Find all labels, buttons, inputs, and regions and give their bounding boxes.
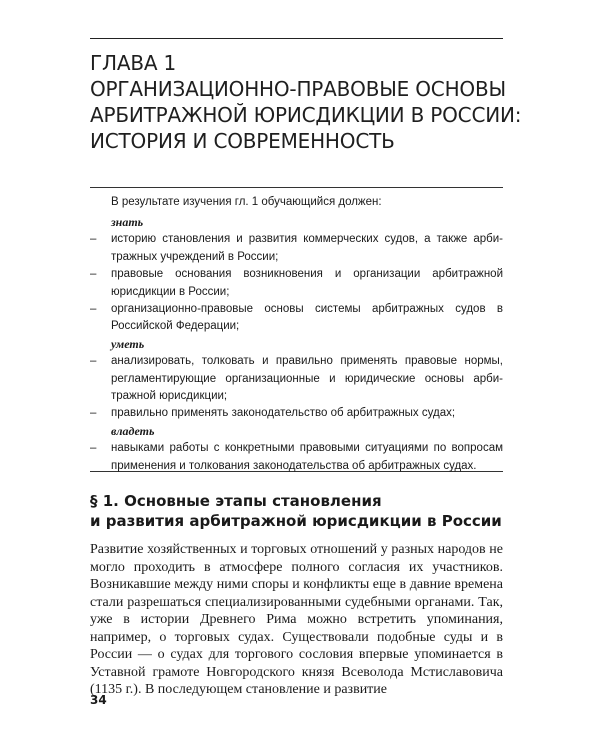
objective-item: – организационно-правовые основы системы арбитражных судов в Российской Федерации; bbox=[90, 303, 503, 333]
dash-bullet: – bbox=[90, 442, 97, 455]
chapter-title-line: ИСТОРИЯ И СОВРЕМЕННОСТЬ bbox=[90, 129, 395, 153]
chapter-label: ГЛАВА 1 bbox=[90, 51, 177, 75]
dash-bullet: – bbox=[90, 303, 97, 316]
dash-bullet: – bbox=[90, 407, 97, 420]
section-heading bbox=[90, 491, 510, 531]
objective-item: – историю становления и развития коммерческих судов, а также арбитражных учреждений в России; bbox=[90, 233, 503, 263]
section-title-line: § 1. Основные этапы становления bbox=[90, 492, 382, 510]
objective-heading-can: уметь bbox=[111, 336, 145, 351]
objective-heading-master: владеть bbox=[111, 423, 155, 438]
learning-objectives-box bbox=[90, 187, 503, 472]
objective-item: – правильно применять законодательство об арбитражных судах; bbox=[90, 405, 503, 422]
chapter-heading bbox=[90, 50, 522, 154]
objectives-intro: В результате изучения гл. 1 обучающийся должен: bbox=[111, 196, 382, 208]
objective-item: – правовые основания возникновения и организации арбитражной юрисдикции в России; bbox=[90, 268, 503, 298]
objective-item: – анализировать, толковать и правильно применять правовые нормы, регламентирующие организационные и юридические основы арбитражной юрисдикции; bbox=[90, 355, 503, 403]
objective-item: – навыками работы с конкретными правовыми ситуациями по вопросам применения и толкования законодательства об арбитражных судах. bbox=[90, 442, 503, 472]
chapter-title-line: ОРГАНИЗАЦИОННО-ПРАВОВЫЕ ОСНОВЫ bbox=[90, 77, 506, 101]
page-number: 34 bbox=[90, 693, 107, 707]
top-rule bbox=[90, 38, 503, 39]
dash-bullet: – bbox=[90, 233, 97, 246]
dash-bullet: – bbox=[90, 355, 97, 368]
objective-heading-know: знать bbox=[111, 215, 144, 229]
chapter-title-line: АРБИТРАЖНОЙ ЮРИСДИКЦИИ В РОССИИ: bbox=[90, 103, 522, 127]
body-paragraph: Развитие хозяйственных и торговых отношений у разных народов не могло проходить в атмосфере полного согласия их участников. Возникавшие между ними споры и конфликты еще в давние времена стали разрешаться специализированными судебными органами. Так, уже в истории Древнего Рима можно встретить упоминания, например, о торговых судах. Существовали подобные суды и в России — о судах для торгового сословия впервые упоминается в Уставной грамоте Новгородского князя Всеволода Мстиславовича (1135 г.). В последующем становление и развитие bbox=[90, 542, 503, 697]
objectives-list bbox=[90, 214, 503, 475]
section-title-line: и развития арбитражной юрисдикции в России bbox=[90, 512, 502, 530]
dash-bullet: – bbox=[90, 268, 97, 281]
